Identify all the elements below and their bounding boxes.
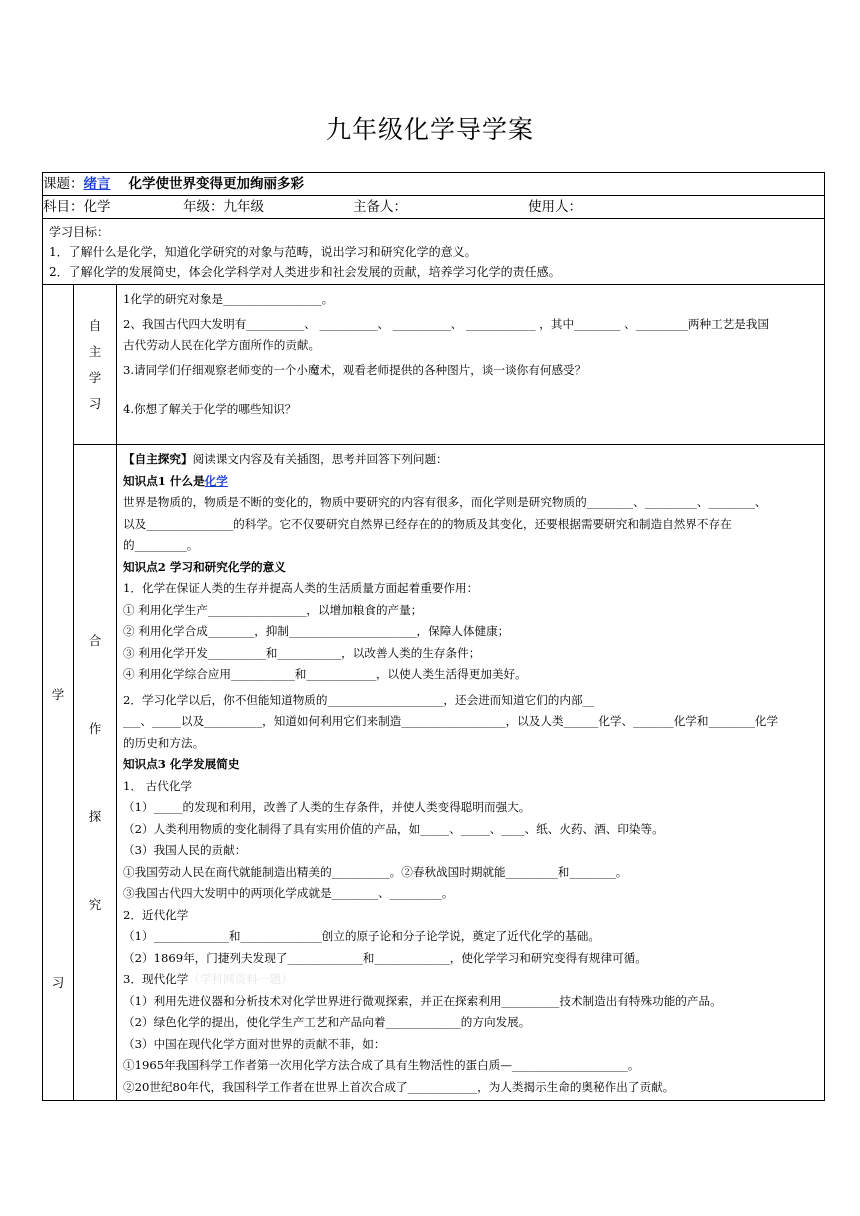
user-field: 使用人： [528, 199, 582, 215]
goal-item: 1．了解什么是化学，知道化学研究的对象与范畴，说出学习和研究化学的意义。 [49, 245, 477, 259]
coop-row [43, 445, 825, 1101]
question-4: 4.你想了解关于化学的哪些知识？ [123, 402, 297, 416]
k1-line: 以及_______________的科学。它不仅要研究自然界已经存在的的物质及其变化，还要根据需要研究和制造自然界不存在 [123, 516, 732, 531]
goals-row [43, 219, 825, 285]
faint-watermark: （学科网资料一题） [188, 972, 293, 986]
chemistry-link[interactable]: 化学 [204, 473, 228, 488]
goals-heading: 学习目标： [49, 225, 110, 239]
self-study-row [43, 285, 825, 445]
k1-line: 的_________。 [123, 538, 199, 552]
coop-content [117, 445, 825, 1101]
k3-line: （1）_____的发现和利用，改善了人类的生存条件，并使人类变得聪明而强大。 [123, 800, 531, 814]
preparer-field: 主备人： [353, 199, 407, 215]
k2-line: ③ 利用化学开发__________和___________，以改善人类的生存条件； [123, 645, 481, 660]
topic-text: 化学使世界变得更加绚丽多彩 [128, 176, 304, 192]
k3-line: （3）我国人民的贡献： [123, 843, 247, 857]
goal-item: 2．了解化学的发展简史，体会化学科学对人类进步和社会发展的贡献，培养学习化学的责任感。 [49, 265, 561, 279]
intro-text: 阅读课文内容及有关插图，思考并回答下列问题： [192, 452, 448, 466]
modern-line: ②20世纪80年代，我国科学工作者在世界上首次合成了____________，为人类揭示生命的奥秘作出了贡献。 [123, 1079, 675, 1094]
question-2: 2、我国古代四大发明有__________、 __________、 __________、 ____________ ，其中________ 、_________两种工艺是我国 [123, 316, 770, 331]
coop-label: 合 作 探 究 [74, 445, 117, 1101]
k2-line: 1．化学在保证人类的生存并提高人类的生活质量方面起着重要作用： [123, 581, 479, 595]
k2-q2-line: 2．学习化学以后，你不但能知道物质的____________________，还会进而知道它们的内部__ [123, 692, 595, 707]
k2-q2-line: ___、_____以及__________，知道如何利用它们来制造__________________，以及人类______化学、_______化学和________化学 [123, 714, 779, 728]
page-title: 九年级化学导学案 [325, 115, 534, 144]
k2-line: ④ 利用化学综合应用___________和____________，以使人类生活得更加美好。 [123, 667, 527, 681]
topic-link[interactable]: 绪言 [83, 176, 111, 192]
question-2-cont: 古代劳动人民在化学方面所作的贡献。 [123, 338, 321, 352]
k2-title: 知识点2 学习和研究化学的意义 [123, 559, 286, 574]
topic-label: 课题： [43, 176, 84, 192]
modern-line: ①1965年我国科学工作者第一次用化学方法合成了具有生物活性的蛋白质—____________________。 [123, 1058, 640, 1072]
question-1: 1化学的研究对象是_________________。 [123, 292, 334, 306]
k3-line: ①我国劳动人民在商代就能制造出精美的__________。②春秋战国时期就能_________和________。 [123, 864, 628, 879]
k1-line: 世界是物质的，物质是不断的变化的，物质中要研究的内容有很多，而化学则是研究物质的________、_________、________、 [123, 495, 767, 509]
modern-label: 3．现代化学 [123, 972, 189, 986]
lesson-table [42, 172, 825, 1101]
topic-row [43, 173, 825, 196]
k3-title: 知识点3 化学发展简史 [123, 757, 240, 771]
k3-line: 2．近代化学 [123, 907, 189, 922]
modern-line: （1）利用先进仪器和分析技术对化学世界进行微观探索，并正在探索利用__________技术制造出有特殊功能的产品。 [123, 993, 722, 1008]
subject-field: 科目：化学 [43, 199, 111, 215]
k3-line: （1）_____________和______________创立的原子论和分子论学说，奠定了近代化学的基础。 [123, 929, 600, 943]
meta-row [43, 196, 825, 219]
modern-line: （2）绿色化学的提出，使化学生产工艺和产品向着_____________的方向发展。 [123, 1015, 531, 1029]
self-study-label: 自 主 学 习 [74, 285, 117, 445]
question-3: 3.请同学们仔细观察老师变的一个小魔术，观看老师提供的各种图片，谈一谈你有何感受？ [123, 362, 587, 377]
k3-line: 1． 古代化学 [123, 778, 193, 793]
intro-heading: 【自主探究】 [123, 452, 193, 466]
k1-title: 知识点1 什么是 [123, 473, 205, 488]
modern-line: （3）中国在现代化学方面对世界的贡献不菲，如： [123, 1036, 386, 1051]
k3-line: （2）人类利用物质的变化制得了具有实用价值的产品，如_____、_____、____、纸、火药、酒、印染等。 [123, 821, 664, 836]
k3-line: （2）1869年，门捷列夫发现了_____________和_____________，使化学学习和研究变得有规律可循。 [123, 950, 647, 965]
grade-field: 年级：九年级 [183, 199, 264, 215]
k2-line: ② 利用化学合成________，抑制______________________，保障人体健康； [123, 624, 510, 638]
study-label: 学 习 [43, 285, 74, 1101]
k2-q2-line: 的历史和方法。 [123, 735, 205, 750]
self-study-content [117, 285, 825, 445]
k3-line: ③我国古代四大发明中的两项化学成就是________、_________。 [123, 886, 454, 900]
k2-line: ① 利用化学生产_________________，以增加粮食的产量； [123, 602, 423, 617]
